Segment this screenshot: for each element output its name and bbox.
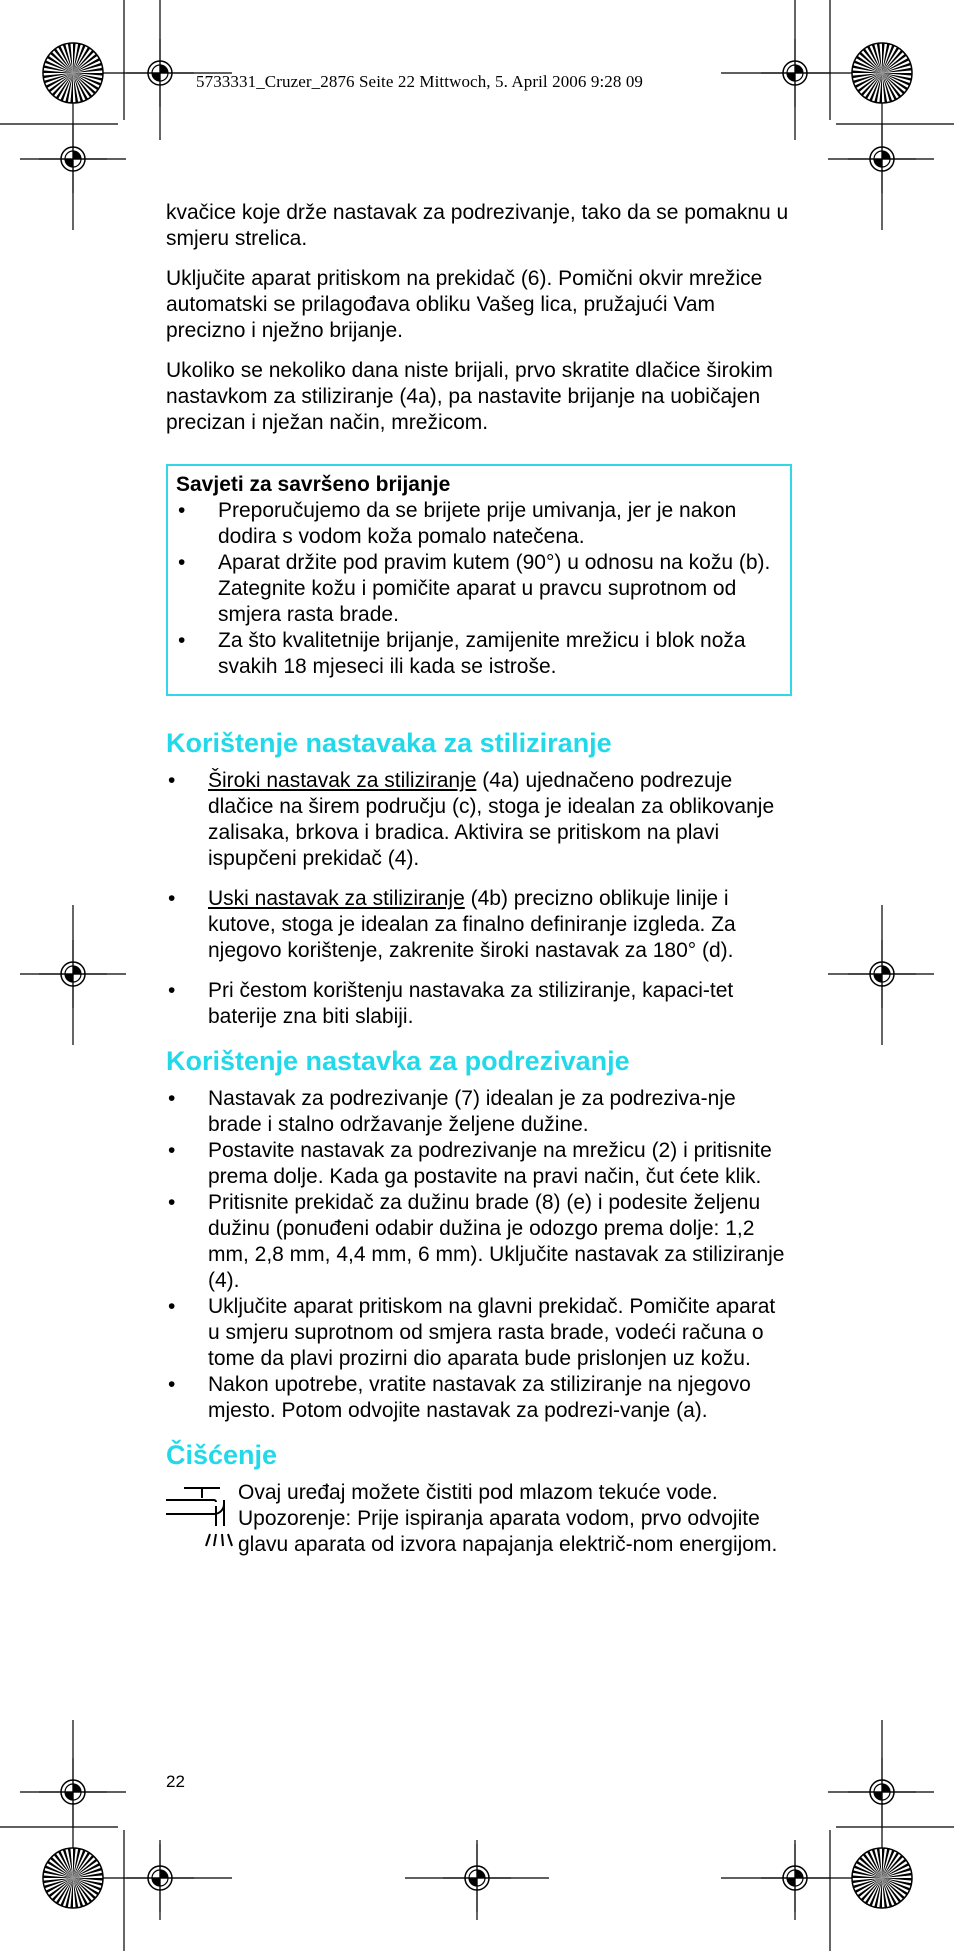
print-slug-line: 5733331_Cruzer_2876 Seite 22 Mittwoch, 5. April 2006 9:28 09 bbox=[196, 72, 644, 91]
list-item: • Nakon upotrebe, vratite nastavak za stiliziranje na njegovo mjesto. Potom odvojite nastavak za podrezi-vanje (a). bbox=[166, 1372, 792, 1424]
tips-list bbox=[176, 498, 782, 680]
underlined-term: Uski nastavak za stiliziranje bbox=[208, 887, 465, 910]
section-heading: Korištenje nastavaka za stiliziranje bbox=[166, 728, 612, 758]
list-item: • Nastavak za podrezivanje (7) idealan je za podreziva-nje brade i stalno održavanje željene dužine. bbox=[166, 1086, 792, 1138]
paragraph: Ukoliko se nekoliko dana niste brijali, prvo skratite dlačice širokim nastavkom za stiliziranje (4a), pa nastavite brijanje na uobičajen precizan i nježan način, mrežicom. bbox=[166, 359, 773, 434]
list-item bbox=[166, 886, 792, 964]
list-item: • Pritisnite prekidač za dužinu brade (8) (e) i podesite željenu dužinu (ponuđeni odabir dužina je odozgo prema dolje: 1,2 mm, 2,8 mm, 4,4 mm, 6 mm). Uključite nastavak za stiliziranje (4). bbox=[166, 1190, 792, 1294]
item-text: (4b) precizno oblikuje linije i kutove, stoga je idealan za finalno definiranje izgleda. Za njegovo korištenje, zakrenite široki nastavak za 180° (d). bbox=[208, 887, 736, 962]
paragraph: Uključite aparat pritiskom na prekidač (6). Pomični okvir mrežice automatski se prilagođava obliku Vašeg lica, pružajući Vam precizno i nježno brijanje. bbox=[166, 267, 763, 342]
page-number: 22 bbox=[166, 1772, 185, 1791]
list-item: • Aparat držite pod pravim kutem (90°) u odnosu na kožu (b). Zategnite kožu i pomičite aparat u pravcu suprotnom od smjera rasta brade. bbox=[176, 550, 782, 628]
star-target-icon bbox=[852, 1848, 912, 1908]
list-item bbox=[166, 978, 792, 1030]
trimmer-list bbox=[166, 1086, 792, 1424]
item-text: Pri čestom korištenju nastavaka za stiliziranje, kapaci-tet baterije zna biti slabiji. bbox=[208, 979, 734, 1028]
list-item bbox=[166, 768, 792, 872]
tips-title: Savjeti za savršeno brijanje bbox=[176, 473, 451, 496]
star-target-icon bbox=[43, 43, 103, 103]
page-content bbox=[166, 200, 792, 1564]
list-item: • Za što kvalitetnije brijanje, zamijenite mrežicu i blok noža svakih 18 mjeseci ili kada se istroše. bbox=[176, 628, 782, 680]
star-target-icon bbox=[43, 1848, 103, 1908]
list-item: • Uključite aparat pritiskom na glavni prekidač. Pomičite aparat u smjeru suprotnom od smjera rasta brade, vodeći računa o tome da plavi prozirni dio aparata bude prislonjen uz kožu. bbox=[166, 1294, 792, 1372]
paragraph: kvačice koje drže nastavak za podrezivanje, tako da se pomaknu u smjeru strelica. bbox=[166, 201, 789, 250]
section-heading: Čišćenje bbox=[166, 1440, 278, 1470]
styling-list bbox=[166, 768, 792, 1030]
cleaning-block bbox=[166, 1480, 792, 1558]
cleaning-text: Ovaj uređaj možete čistiti pod mlazom tekuće vode. Upozorenje: Prije ispiranja aparata vodom, prvo odvojite glavu aparata od izvora napajanja električ-nom energijom. bbox=[238, 1481, 778, 1556]
section-heading: Korištenje nastavka za podrezivanje bbox=[166, 1046, 630, 1076]
underlined-term: Široki nastavak za stiliziranje bbox=[208, 769, 477, 792]
item-text: (4a) ujednačeno podrezuje dlačice na širem području (c), stoga je idealan za oblikovanje zalisaka, brkova i bradica. Aktivira se pritiskom na plavi ispupčeni prekidač (4). bbox=[208, 769, 775, 870]
list-item: • Postavite nastavak za podrezivanje na mrežicu (2) i pritisnite prema dolje. Kada ga postavite na pravi način, čut ćete klik. bbox=[166, 1138, 792, 1190]
star-target-icon bbox=[852, 43, 912, 103]
list-item: • Preporučujemo da se brijete prije umivanja, jer je nakon dodira s vodom koža pomalo natečena. bbox=[176, 498, 782, 550]
water-tap-icon bbox=[166, 1486, 238, 1564]
tips-box bbox=[166, 464, 792, 696]
